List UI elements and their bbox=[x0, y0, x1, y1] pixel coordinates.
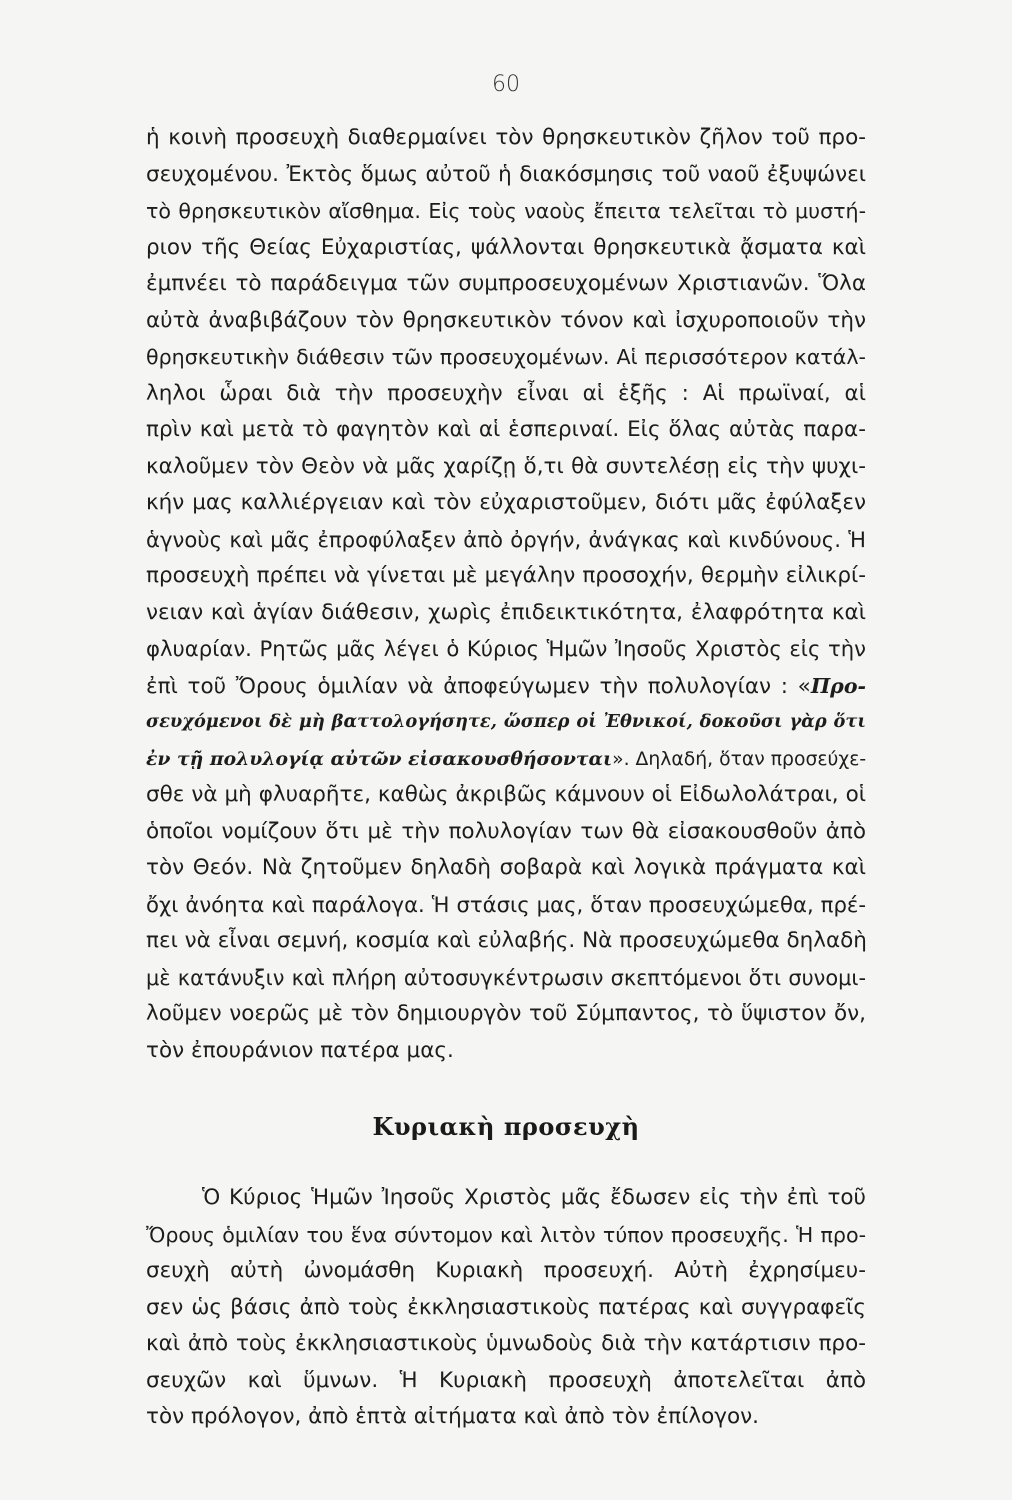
text-line: Ὁ Κύριος Ἡμῶν Ἰησοῦς Χριστὸς μᾶς ἔδωσεν εἰς τὴν ἐπὶ τοῦ bbox=[202, 1185, 866, 1210]
text-line: κήν μας καλλιέργειαν καὶ τὸν εὐχαριστοῦμεν, διότι μᾶς ἐφύλαξεν bbox=[146, 490, 866, 515]
text-line: καλοῦμεν τὸν Θεὸν νὰ μᾶς χαρίζῃ ὅ,τι θὰ συντελέσῃ εἰς τὴν ψυχι- bbox=[146, 453, 866, 479]
text-segment: ἐπὶ τοῦ Ὄρους ὁμιλίαν νὰ ἀποφεύγωμεν τὴν πολυλογίαν : « bbox=[146, 673, 811, 699]
text-line: θρησκευτικὴν διάθεσιν τῶν προσευχομένων. Αἱ περισσότερον κατάλ- bbox=[146, 345, 866, 369]
section-heading: Κυριακὴ προσευχὴ bbox=[372, 1112, 640, 1141]
page-number: 60 bbox=[492, 72, 520, 97]
text-line: σεν ὡς βάσις ἀπὸ τοὺς ἐκκλησιαστικοὺς πατέρας καὶ συγγραφεῖς bbox=[146, 1294, 866, 1320]
text-line: ριον τῆς Θείας Εὐχαριστίας, ψάλλονται θρησκευτικὰ ᾄσματα καὶ bbox=[146, 234, 866, 260]
text-line: τὸν πρόλογον, ἀπὸ ἑπτὰ αἰτήματα καὶ ἀπὸ τὸν ἐπίλογον. bbox=[146, 1404, 760, 1429]
text-line: ὄχι ἀνόητα καὶ παράλογα. Ἡ στάσις μας, ὅταν προσευχώμεθα, πρέ- bbox=[146, 891, 866, 917]
text-line: φλυαρίαν. Ρητῶς μᾶς λέγει ὁ Κύριος Ἡμῶν Ἰησοῦς Χριστὸς εἰς τὴν bbox=[146, 636, 866, 661]
scripture-quote-line: σευχόμενοι δὲ μὴ βαττολογήσητε, ὥσπερ οἱ Ἐθνικοί, δοκοῦσι γὰρ ὅτι bbox=[146, 711, 866, 732]
text-line-with-quote-start bbox=[146, 668, 866, 705]
text-line: ἡ κοινὴ προσευχὴ διαθερμαίνει τὸν θρησκευτικὸν ζῆλον τοῦ προ- bbox=[146, 125, 866, 150]
text-line: σευχομένου. Ἐκτὸς ὅμως αὐτοῦ ἡ διακόσμησις τοῦ ναοῦ ἐξυψώνει bbox=[146, 161, 866, 187]
text-line: ληλοι ὧραι διὰ τὴν προσευχὴν εἶναι αἱ ἑξῆς : Αἱ πρωϊναί, αἱ bbox=[146, 380, 866, 406]
text-segment: ». Δηλαδή, ὅταν προσεύχε- bbox=[612, 748, 867, 770]
text-line: νειαν καὶ ἁγίαν διάθεσιν, χωρὶς ἐπιδεικτικότητα, ἐλαφρότητα καὶ bbox=[146, 599, 866, 625]
text-line: πει νὰ εἶναι σεμνή, κοσμία καὶ εὐλαβής. Νὰ προσευχώμεθα δηλαδὴ bbox=[146, 928, 867, 953]
text-line: σευχῶν καὶ ὕμνων. Ἡ Κυριακὴ προσευχὴ ἀποτελεῖται ἀπὸ bbox=[146, 1367, 866, 1393]
text-line: καὶ ἀπὸ τοὺς ἐκκλησιαστικοὺς ὑμνωδοὺς διὰ τὴν κατάρτισιν προ- bbox=[146, 1331, 866, 1356]
text-line: ὁποῖοι νομίζουν ὅτι μὲ τὴν πολυλογίαν των θὰ εἰσακουσθοῦν ἀπὸ bbox=[146, 818, 866, 844]
text-line: σθε νὰ μὴ φλυαρῆτε, καθὼς ἀκριβῶς κάμνουν οἱ Εἰδωλολάτραι, οἱ bbox=[146, 782, 866, 807]
text-line: πρὶν καὶ μετὰ τὸ φαγητὸν καὶ αἱ ἑσπεριναί. Εἰς ὅλας αὐτὰς παρα- bbox=[146, 417, 866, 442]
scripture-quote: Προ- bbox=[810, 673, 866, 698]
text-line: σευχὴ αὐτὴ ὠνομάσθη Κυριακὴ προσευχή. Αὐτὴ ἐχρησίμευ- bbox=[146, 1258, 866, 1283]
scripture-quote: ἐν τῇ πολυλογίᾳ αὐτῶν εἰσακουσθήσονται bbox=[146, 747, 613, 770]
text-line: ἁγνοὺς καὶ μᾶς ἐπροφύλαξεν ἀπὸ ὀργήν, ἀνάγκας καὶ κινδύνους. Ἡ bbox=[146, 526, 866, 552]
paragraph-prayer-conditions bbox=[146, 120, 866, 1069]
text-line: προσευχὴ πρέπει νὰ γίνεται μὲ μεγάλην προσοχήν, θερμὴν εἰλικρί- bbox=[146, 563, 866, 588]
text-line: αὐτὰ ἀναβιβάζουν τὸν θρησκευτικὸν τόνον καὶ ἰσχυροποιοῦν τὴν bbox=[146, 307, 866, 333]
text-line: ἐμπνέει τὸ παράδειγμα τῶν συμπροσευχομένων Χριστιανῶν. Ὅλα bbox=[146, 271, 866, 296]
text-line-with-quote-end bbox=[146, 741, 866, 778]
text-line: λοῦμεν νοερῶς μὲ τὸν δημιουργὸν τοῦ Σύμπαντος, τὸ ὕψιστον ὄν, bbox=[146, 1001, 866, 1026]
text-line: τὸν Θεόν. Νὰ ζητοῦμεν δηλαδὴ σοβαρὰ καὶ λογικὰ πράγματα καὶ bbox=[146, 855, 866, 880]
text-line: μὲ κατάνυξιν καὶ πλήρη αὐτοσυγκέντρωσιν σκεπτόμενοι ὅτι συνομι- bbox=[146, 965, 866, 990]
text-line: τὸν ἐπουράνιον πατέρα μας. bbox=[146, 1037, 454, 1063]
text-line: τὸ θρησκευτικὸν αἴσθημα. Εἰς τοὺς ναοὺς ἔπειτα τελεῖται τὸ μυστή- bbox=[146, 199, 866, 223]
paragraph-lords-prayer bbox=[146, 1180, 866, 1436]
text-line: Ὄρους ὁμιλίαν του ἕνα σύντομον καὶ λιτὸν τύπον προσευχῆς. Ἡ προ- bbox=[146, 1222, 866, 1247]
